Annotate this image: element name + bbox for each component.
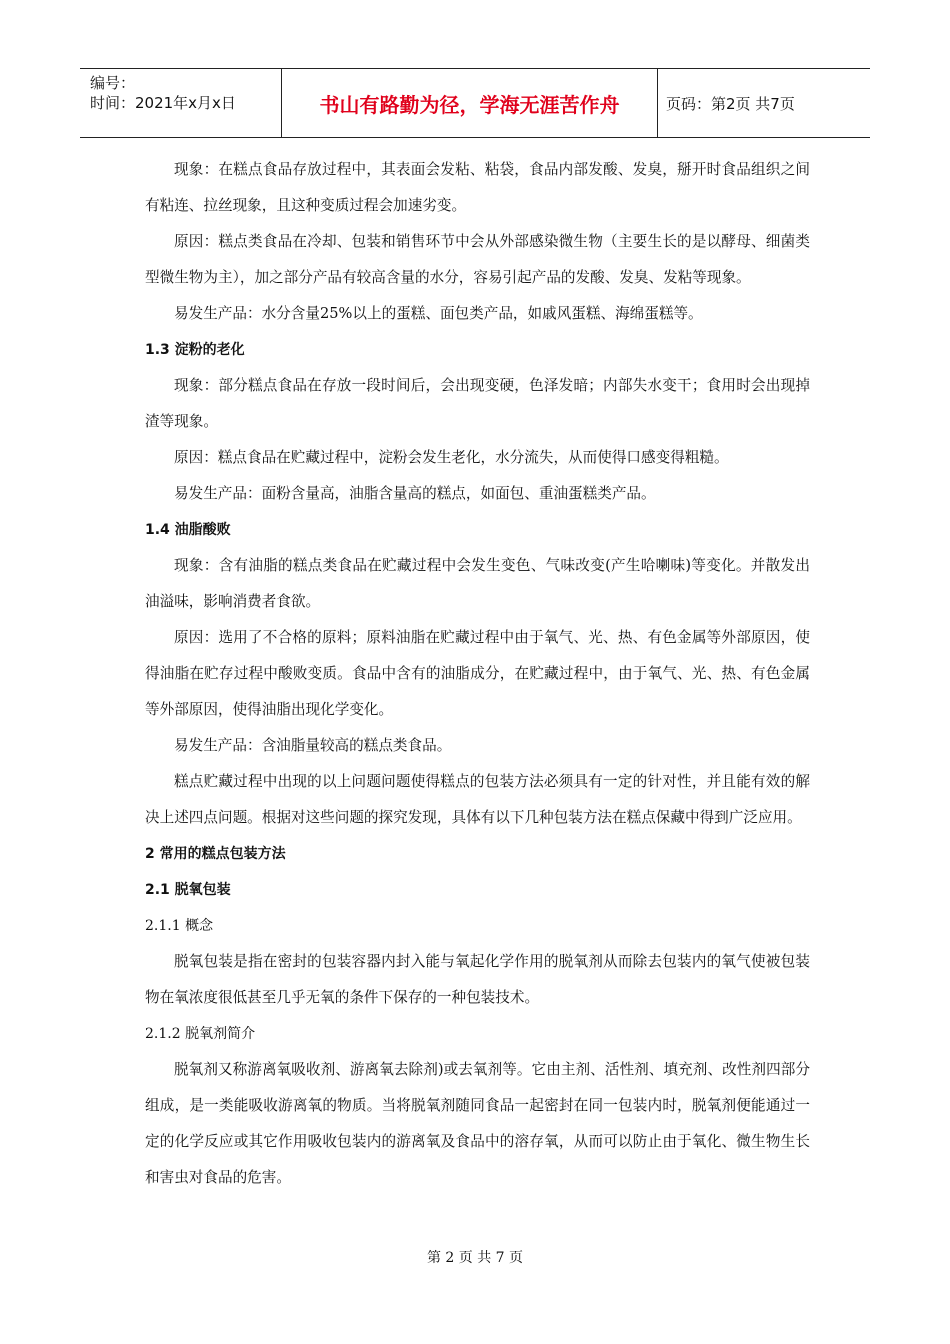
section-heading: 2 常用的糕点包装方法 (145, 846, 286, 862)
paragraph: 现象：部分糕点食品在存放一段时间后，会出现变硬，色泽发暗；内部失水变干；食用时会出现掉渣等现象。 (145, 377, 810, 430)
section-heading: 2.1 脱氧包装 (145, 882, 231, 898)
header-motto: 书山有路勤为径，学海无涯苦作舟 (282, 69, 658, 137)
paragraph: 原因：糕点类食品在冷却、包装和销售环节中会从外部感染微生物（主要生长的是以酵母、细菌类型微生物为主），加之部分产品有较高含量的水分，容易引起产品的发酸、发臭、发粘等现象。 (145, 233, 810, 286)
subsection-heading: 2.1.1 概念 (145, 918, 214, 934)
paragraph: 脱氧包装是指在密封的包装容器内封入能与氧起化学作用的脱氧剂从而除去包装内的氧气使被包装物在氧浓度很低甚至几乎无氧的条件下保存的一种包装技术。 (145, 953, 810, 1006)
paragraph: 易发生产品：面粉含量高，油脂含量高的糕点，如面包、重油蛋糕类产品。 (174, 485, 656, 502)
doc-time-label: 时间：2021年x月x日 (90, 94, 236, 112)
paragraph: 脱氧剂又称游离氧吸收剂、游离氧去除剂)或去氧剂等。它由主剂、活性剂、填充剂、改性剂四部分组成，是一类能吸收游离氧的物质。当将脱氧剂随同食品一起密封在同一包装内时，脱氧剂便能通过一定的化学反应或其它作用吸收包装内的游离氧及食品中的溶存氧，从而可以防止由于氧化、微生物生长和害虫对食品的危害。 (145, 1061, 810, 1186)
paragraph: 现象：在糕点食品存放过程中，其表面会发粘、粘袋，食品内部发酸、发臭，掰开时食品组织之间有粘连、拉丝现象，且这种变质过程会加速劣变。 (145, 161, 810, 214)
paragraph: 易发生产品：水分含量25%以上的蛋糕、面包类产品，如戚风蛋糕、海绵蛋糕等。 (174, 305, 703, 322)
header-page-info: 页码：第2页 共7页 (666, 94, 795, 113)
section-heading: 1.4 油脂酸败 (145, 522, 231, 538)
doc-number-label: 编号： (90, 74, 136, 92)
page-header (80, 68, 870, 138)
paragraph: 原因：选用了不合格的原料；原料油脂在贮藏过程中由于氧气、光、热、有色金属等外部原因，使得油脂在贮存过程中酸败变质。食品中含有的油脂成分，在贮藏过程中，由于氧气、光、热、有色金属等外部原因，使得油脂出现化学变化。 (145, 629, 810, 718)
subsection-heading: 2.1.2 脱氧剂简介 (145, 1026, 256, 1042)
document-body (145, 152, 810, 1196)
paragraph: 现象：含有油脂的糕点类食品在贮藏过程中会发生变色、气味改变(产生哈喇味)等变化。并散发出油溢味，影响消费者食欲。 (145, 557, 810, 610)
section-heading: 1.3 淀粉的老化 (145, 342, 245, 358)
header-meta (80, 69, 282, 137)
paragraph: 易发生产品：含油脂量较高的糕点类食品。 (174, 737, 452, 754)
paragraph: 糕点贮藏过程中出现的以上问题问题使得糕点的包装方法必须具有一定的针对性，并且能有效的解决上述四点问题。根据对这些问题的探究发现，具体有以下几种包装方法在糕点保藏中得到广泛应用。 (145, 773, 810, 826)
page-footer: 第 2 页 共 7 页 (426, 1250, 524, 1266)
paragraph: 原因：糕点食品在贮藏过程中，淀粉会发生老化，水分流失，从而使得口感变得粗糙。 (174, 449, 729, 466)
